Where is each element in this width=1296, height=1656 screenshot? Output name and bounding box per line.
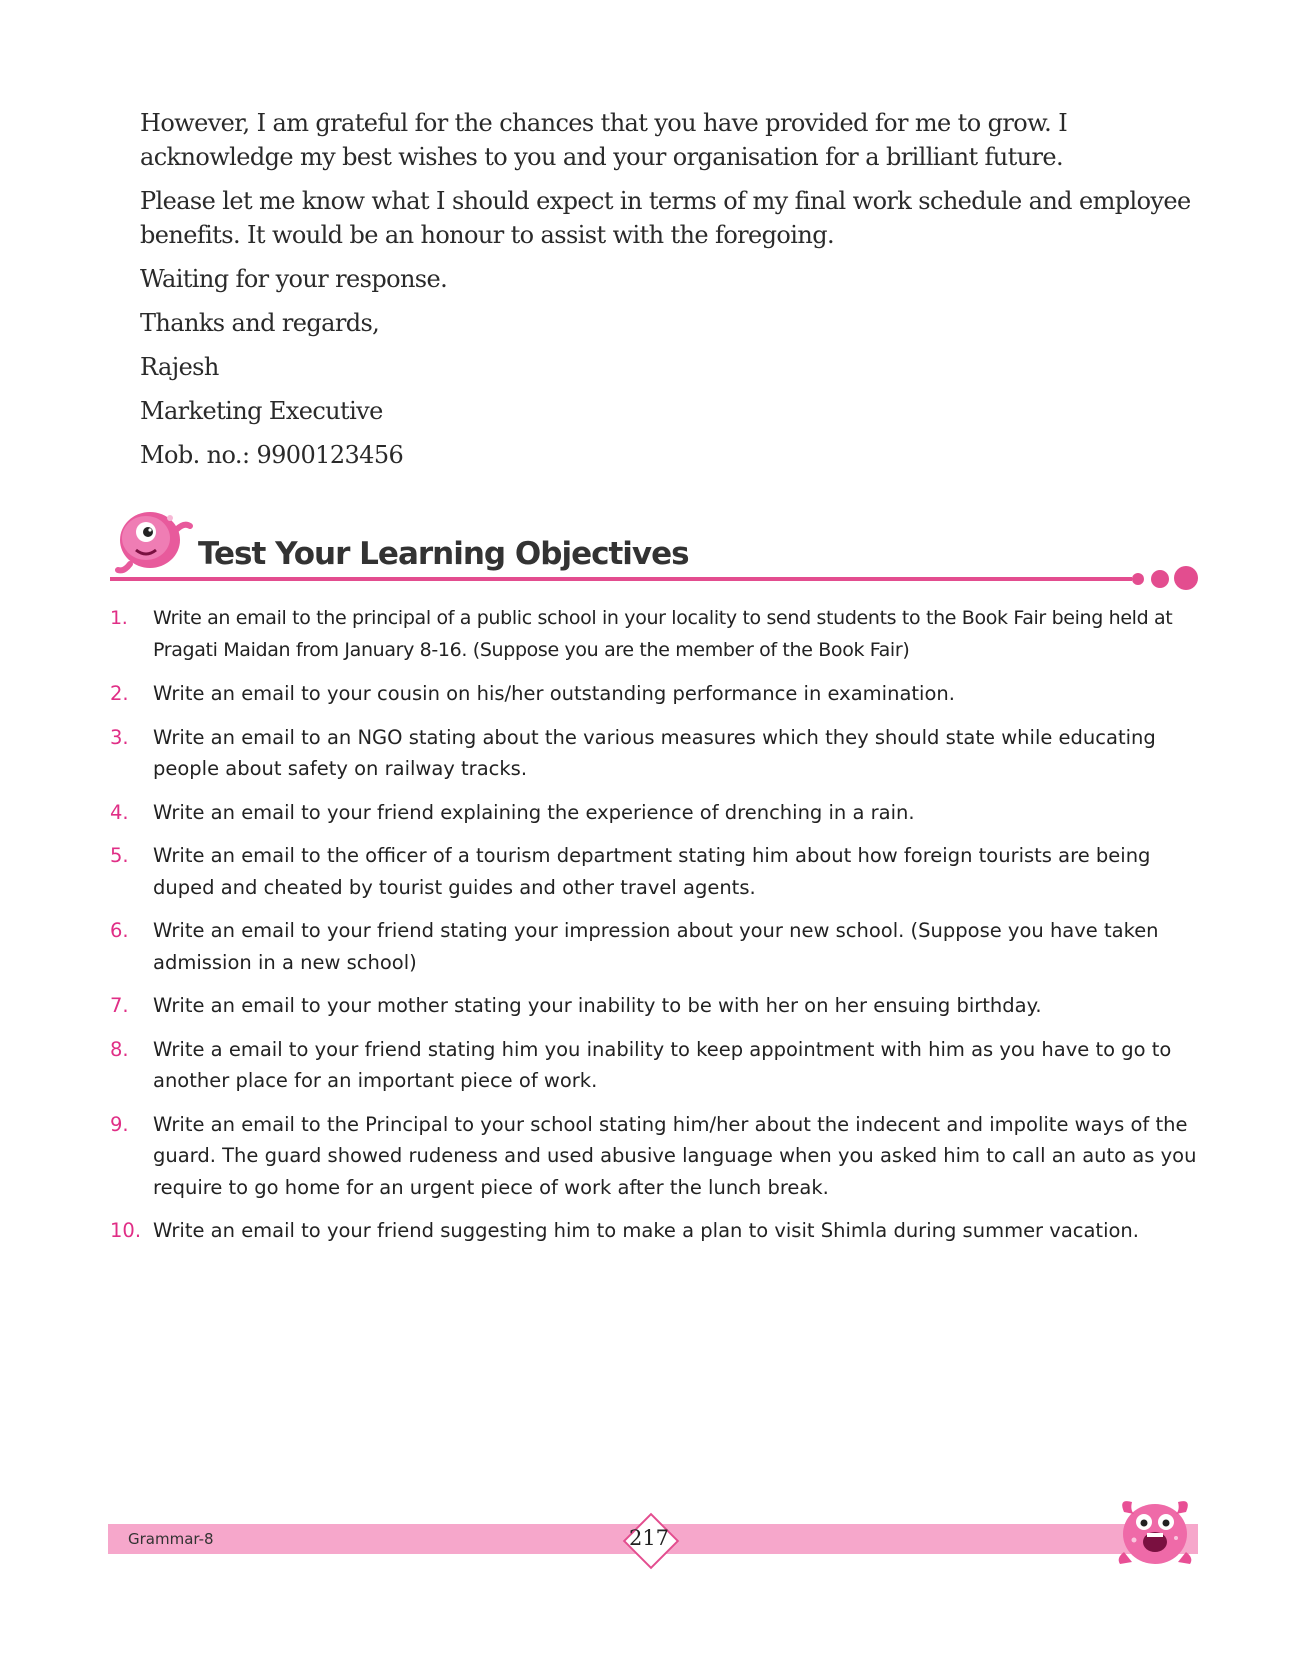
item-text: Write an email to the officer of a tourism department stating him about how foreign tourists are being duped and cheated by tourist guides and other travel agents. [153,844,1151,899]
list-item [110,1034,1200,1097]
item-number: 4. [110,800,129,824]
section-divider [110,577,1132,581]
item-text: Write an email to an NGO stating about the various measures which they should state while educating people about safety on railway tracks. [153,725,1156,780]
item-number: 8. [110,1037,129,1061]
item-text: Write an email to the principal of a public school in your locality to send students to the Book Fair being held at Pragati Maidan from January 8-16. (Suppose you are the member of the Book Fair) [153,607,1173,661]
page-number-badge [620,1510,678,1568]
list-item [110,990,1200,1022]
monster-icon [1110,1492,1200,1568]
item-text: Write an email to your friend suggesting him to make a plan to visit Shimla during summer vacation. [153,1219,1139,1242]
item-text: Write an email to your friend explaining the experience of drenching in a rain. [153,800,915,824]
item-number: 2. [110,682,129,705]
sender-name: Rajesh [140,353,219,381]
task-list [110,603,1200,1259]
letter-waiting: Waiting for your response. [140,265,448,293]
item-text: Write an email to your friend stating your impression about your new school. (Suppose you have taken admission in a new school) [153,919,1159,974]
item-number: 10. [110,1219,142,1242]
item-number: 1. [110,607,128,629]
list-item [110,722,1200,785]
item-text: Write an email to your cousin on his/her outstanding performance in examination. [153,682,955,705]
list-item [110,1109,1200,1204]
book-title: Grammar-8 [128,1530,214,1548]
letter-body [140,106,1210,482]
list-item [110,678,1200,710]
item-number: 9. [110,1112,129,1136]
page-number: 217 [628,1526,670,1550]
list-item [110,840,1200,903]
section-heading [110,500,1200,590]
section-title: Test Your Learning Objectives [198,536,689,572]
list-item [110,797,1200,829]
letter-paragraph: Please let me know what I should expect in terms of my final work schedule and employee benefits. It would be an honour to assist with the foregoing. [140,187,1191,249]
list-item [110,915,1200,978]
mascot-icon [110,500,200,580]
letter-closing: Thanks and regards, [140,309,380,337]
item-number: 5. [110,844,129,867]
list-item [110,603,1200,666]
list-item [110,1215,1200,1247]
item-number: 6. [110,919,129,942]
sender-mobile: Mob. no.: 9900123456 [140,441,404,469]
sender-designation: Marketing Executive [140,397,383,425]
item-number: 7. [110,994,129,1017]
letter-paragraph: However, I am grateful for the chances that you have provided for me to grow. I acknowledge my best wishes to you and your organisation for a brilliant future. [140,109,1068,171]
item-text: Write an email to the Principal to your school stating him/her about the indecent and impolite ways of the guard. The guard showed rudeness and used abusive language when you asked him to call an auto as you require to go home for an urgent piece of work after the lunch break. [153,1112,1197,1199]
decorative-dots-icon [1130,564,1200,592]
item-text: Write a email to your friend stating him you inability to keep appointment with him as you have to go to another place for an important piece of work. [153,1037,1172,1092]
item-text: Write an email to your mother stating your inability to be with her on her ensuing birthday. [153,994,1042,1017]
item-number: 3. [110,725,129,749]
